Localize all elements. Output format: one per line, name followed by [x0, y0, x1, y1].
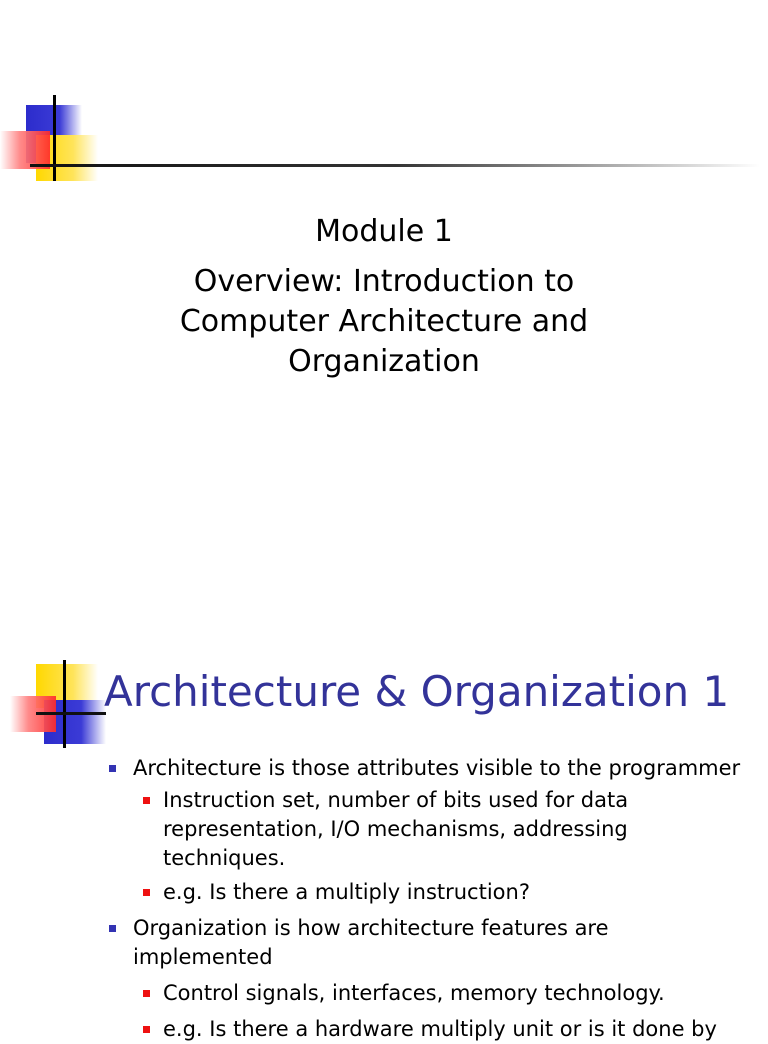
horizontal-rule — [30, 164, 760, 167]
bullet-marker — [143, 889, 150, 896]
vertical-rule — [63, 660, 66, 748]
bullet-text: e.g. Is there a multiply instruction? — [163, 880, 530, 904]
bullet-text: e.g. Is there a hardware multiply unit or is it done by — [163, 1017, 717, 1041]
bullet-marker — [143, 990, 150, 997]
horizontal-rule — [36, 712, 106, 715]
bullet-text: Organization is how architecture features are implemented — [133, 916, 609, 969]
sub-bullet-item — [163, 786, 723, 873]
bullet-marker — [143, 1026, 150, 1033]
title-line: Organization — [288, 344, 480, 379]
corner-decoration — [0, 660, 110, 750]
module-label: Module 1 — [315, 214, 453, 249]
vertical-rule — [53, 95, 56, 181]
slide-heading: Architecture & Organization 1 — [104, 667, 730, 716]
bullet-marker — [109, 925, 116, 932]
title-line: Computer Architecture and — [179, 304, 589, 339]
corner-decoration — [0, 95, 110, 185]
bullet-item — [133, 914, 653, 972]
sub-bullet-item — [163, 1015, 723, 1044]
bullet-text: Instruction set, number of bits used for data representation, I/O mechanisms, addressing techniques. — [163, 788, 629, 870]
bullet-marker — [143, 797, 150, 804]
bullet-item — [133, 754, 753, 783]
title-line: Overview: Introduction to — [193, 264, 575, 299]
sub-bullet-item — [163, 878, 723, 907]
bullet-marker — [109, 765, 116, 772]
sub-bullet-item — [163, 979, 723, 1008]
bullet-text: Architecture is those attributes visible to the programmer — [133, 756, 741, 780]
bullet-text: Control signals, interfaces, memory technology. — [163, 981, 665, 1005]
slide-title — [0, 262, 768, 382]
content-slide — [0, 620, 768, 1041]
